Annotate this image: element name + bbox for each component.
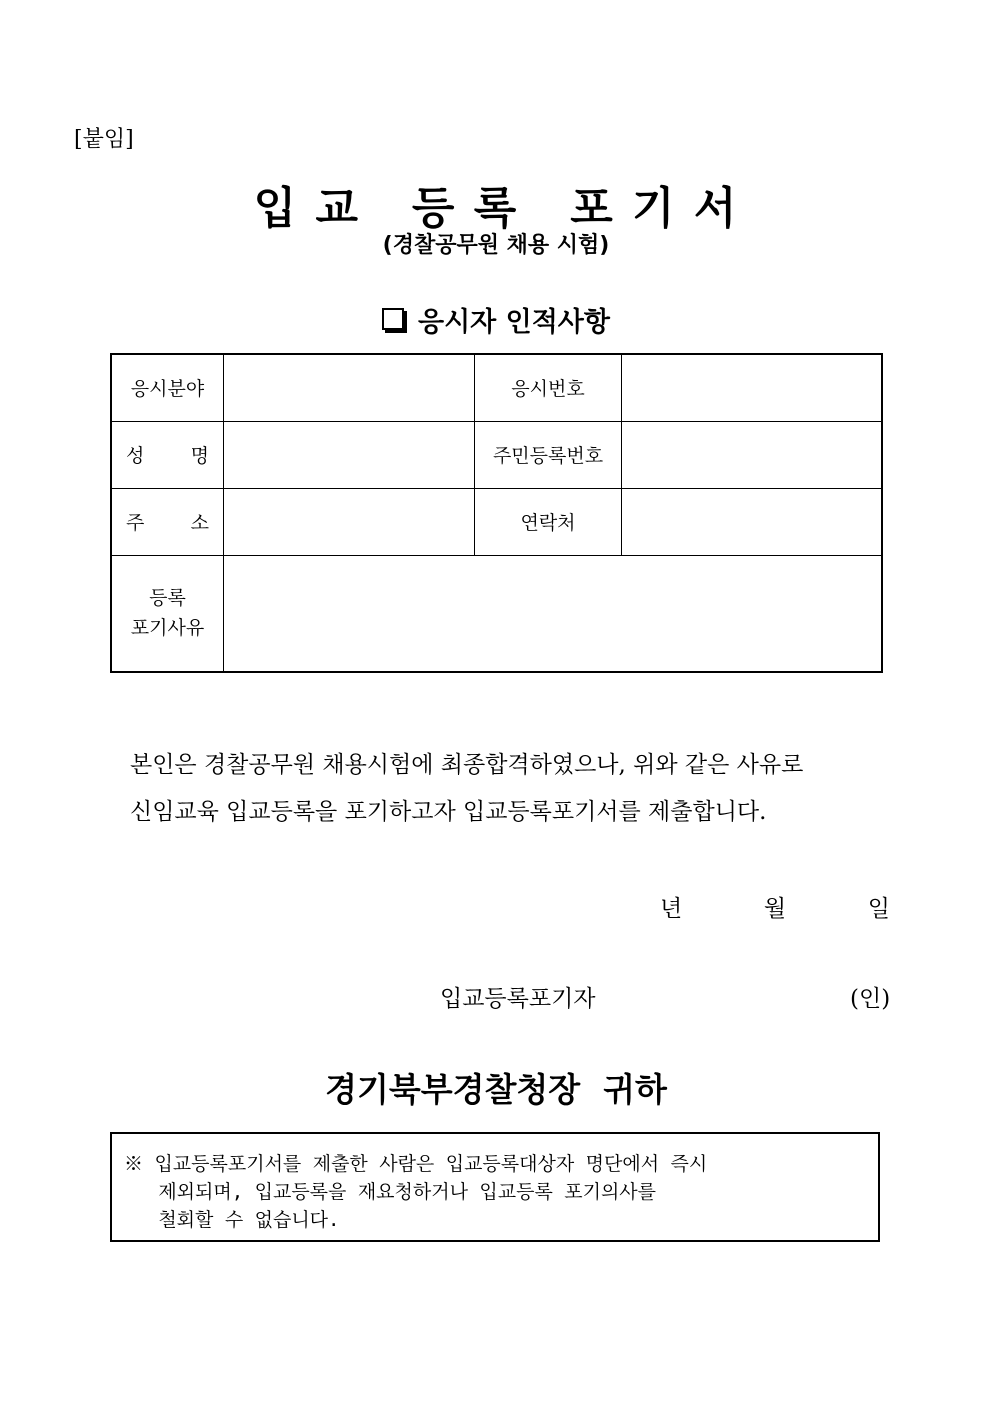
table-row: [111, 488, 882, 555]
exam-number-value-cell[interactable]: [622, 354, 883, 421]
attachment-label: [붙임]: [74, 127, 134, 152]
checkbox-icon: [382, 308, 404, 330]
name-value-cell[interactable]: [224, 421, 475, 488]
reason-value-cell[interactable]: [224, 555, 883, 672]
seal-label: (인): [850, 986, 891, 1012]
contact-label: 연락처: [475, 488, 622, 555]
document-subtitle: (경찰공무원 채용 시험): [382, 233, 610, 258]
contact-value-cell[interactable]: [622, 488, 883, 555]
applicant-info-table: [110, 353, 883, 673]
notice-box: [110, 1132, 880, 1242]
field-label: 응시분야: [111, 354, 224, 421]
statement-line: 신임교육 입교등록을 포기하고자 입교등록포기서를 제출합니다.: [130, 799, 767, 825]
notice-line: 제외되며, 입교등록을 재요청하거나 입교등록 포기의사를: [124, 1181, 657, 1203]
day-label: 일: [867, 896, 890, 922]
section-heading: [0, 300, 992, 339]
date-line: [660, 890, 890, 923]
address-label: 주 소: [111, 488, 224, 555]
addressee: 경기북부경찰청장 귀하: [325, 1070, 667, 1109]
field-value-cell[interactable]: [224, 354, 475, 421]
notice-line: ※ 입교등록포기서를 제출한 사람은 입교등록대상자 명단에서 즉시: [124, 1153, 708, 1175]
table-row: [111, 421, 882, 488]
statement-line: 본인은 경찰공무원 채용시험에 최종합격하였으나, 위와 같은 사유로: [130, 752, 804, 778]
reason-label: 등록 포기사유: [111, 555, 224, 672]
address-value-cell[interactable]: [224, 488, 475, 555]
table-row: [111, 354, 882, 421]
resident-number-label: 주민등록번호: [475, 421, 622, 488]
statement-text: [130, 742, 910, 836]
month-label: 월: [763, 896, 787, 922]
table-row: [111, 555, 882, 672]
year-label: 년: [660, 896, 683, 922]
resident-number-value-cell[interactable]: [622, 421, 883, 488]
signer-label: 입교등록포기자: [440, 986, 596, 1012]
exam-number-label: 응시번호: [475, 354, 622, 421]
name-label: 성 명: [111, 421, 224, 488]
notice-line: 철회할 수 없습니다.: [124, 1209, 340, 1231]
document-title: 입 교 등 록 포 기 서: [253, 183, 739, 234]
section-heading-text: 응시자 인적사항: [418, 307, 610, 338]
